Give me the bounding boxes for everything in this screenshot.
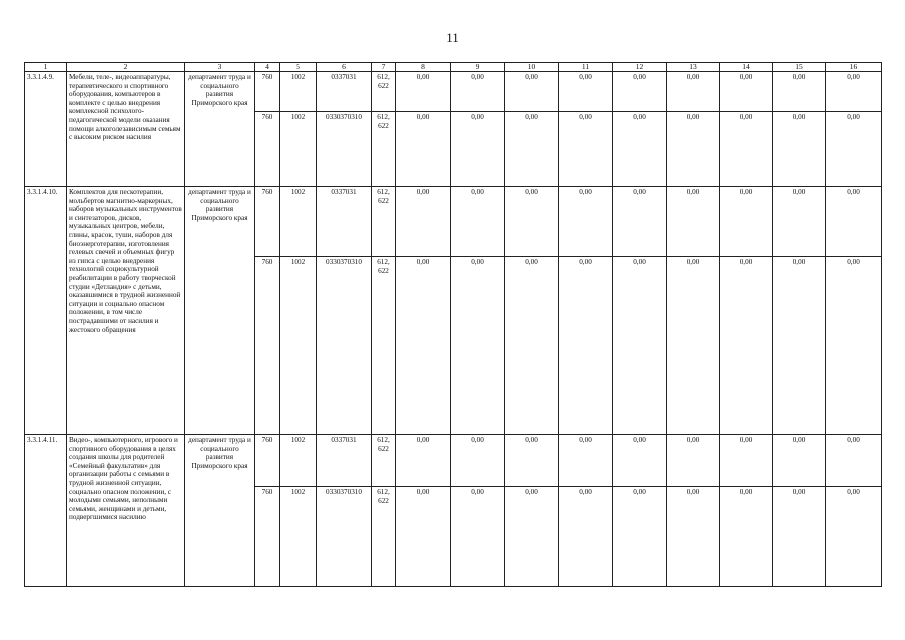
cell-value: 0,00: [396, 72, 451, 112]
cell-c6: 0330370310: [317, 112, 372, 187]
column-header: 9: [451, 63, 505, 72]
item-executor: департамент труда и социального развития Приморского края: [185, 187, 255, 435]
cell-value: 0,00: [773, 112, 826, 187]
item-code: 3.3.1.4.10.: [25, 187, 67, 435]
cell-c4: 760: [255, 435, 280, 487]
item-executor: департамент труда и социального развития Приморского края: [185, 435, 255, 587]
cell-value: 0,00: [559, 112, 613, 187]
cell-value: 0,00: [720, 257, 773, 435]
column-header: 16: [826, 63, 882, 72]
cell-value: 0,00: [396, 257, 451, 435]
cell-value: 0,00: [667, 487, 720, 587]
item-description: Видео-, компьютерного, игрового и спортивного оборудования в целях создания школы для родителей «Семейный факультатив» для организации работы с семьями в трудной жизненной ситуации, социально опасном положении, с молодыми семьями, неполными семьями, женщинами и детьми, подвергшимися насилию: [67, 435, 185, 587]
column-header: 11: [559, 63, 613, 72]
cell-c7: 612, 622: [372, 435, 396, 487]
cell-value: 0,00: [773, 487, 826, 587]
page-number: 11: [446, 30, 459, 45]
cell-c5: 1002: [280, 257, 317, 435]
cell-value: 0,00: [720, 487, 773, 587]
table-row: [25, 187, 882, 257]
column-header: 8: [396, 63, 451, 72]
cell-value: 0,00: [505, 487, 559, 587]
cell-value: 0,00: [773, 257, 826, 435]
cell-value: 0,00: [505, 187, 559, 257]
cell-c5: 1002: [280, 72, 317, 112]
cell-c4: 760: [255, 72, 280, 112]
cell-value: 0,00: [613, 187, 667, 257]
column-header: 14: [720, 63, 773, 72]
cell-value: 0,00: [720, 112, 773, 187]
cell-value: 0,00: [559, 72, 613, 112]
cell-c6: 0337031: [317, 435, 372, 487]
cell-value: 0,00: [451, 487, 505, 587]
table-row: [25, 72, 882, 112]
cell-c5: 1002: [280, 487, 317, 587]
cell-value: 0,00: [451, 257, 505, 435]
column-header: 2: [67, 63, 185, 72]
cell-c7: 612, 622: [372, 112, 396, 187]
cell-c7: 612, 622: [372, 257, 396, 435]
budget-table: [24, 62, 882, 587]
cell-value: 0,00: [396, 112, 451, 187]
cell-value: 0,00: [559, 187, 613, 257]
cell-value: 0,00: [559, 257, 613, 435]
cell-c6: 0330370310: [317, 487, 372, 587]
cell-value: 0,00: [451, 187, 505, 257]
cell-value: 0,00: [773, 435, 826, 487]
item-description: Комплектов для пескотерапии, мольбертов магнитно-маркерных, наборов музыкальных инструментов и синтезаторов, дисков, музыкальных центров, мебели, глины, красок, туши, наборов для биоэнерготерапии, изготовления гелевых свечей и объемных фигур из гипса с целью внедрения технологий социокультурной реабилитации в работу творческой студии «Детландия» с детьми, оказавшимися в трудной жизненной ситуации и социально опасном положении, в том числе пострадавшими от насилия и жестокого обращения: [67, 187, 185, 435]
cell-value: 0,00: [613, 72, 667, 112]
cell-c4: 760: [255, 112, 280, 187]
column-header: 3: [185, 63, 255, 72]
cell-value: 0,00: [396, 187, 451, 257]
cell-value: 0,00: [613, 435, 667, 487]
cell-value: 0,00: [667, 72, 720, 112]
column-header: 12: [613, 63, 667, 72]
cell-value: 0,00: [613, 112, 667, 187]
cell-c7: 612, 622: [372, 187, 396, 257]
column-header: 15: [773, 63, 826, 72]
cell-value: 0,00: [826, 257, 882, 435]
column-header: 7: [372, 63, 396, 72]
cell-value: 0,00: [667, 112, 720, 187]
cell-value: 0,00: [505, 435, 559, 487]
cell-value: 0,00: [505, 72, 559, 112]
cell-value: 0,00: [826, 72, 882, 112]
cell-c6: 0330370310: [317, 257, 372, 435]
cell-value: 0,00: [451, 72, 505, 112]
cell-value: 0,00: [505, 257, 559, 435]
cell-c4: 760: [255, 187, 280, 257]
column-number-row: [25, 63, 882, 72]
cell-c5: 1002: [280, 187, 317, 257]
item-executor: департамент труда и социального развития Приморского края: [185, 72, 255, 187]
column-header: 1: [25, 63, 67, 72]
cell-value: 0,00: [826, 487, 882, 587]
cell-c4: 760: [255, 257, 280, 435]
cell-value: 0,00: [613, 257, 667, 435]
cell-value: 0,00: [613, 487, 667, 587]
table-row: [25, 435, 882, 487]
cell-value: 0,00: [826, 112, 882, 187]
cell-value: 0,00: [667, 435, 720, 487]
cell-value: 0,00: [773, 72, 826, 112]
cell-value: 0,00: [826, 187, 882, 257]
cell-c4: 760: [255, 487, 280, 587]
cell-value: 0,00: [451, 112, 505, 187]
cell-c6: 0337031: [317, 72, 372, 112]
cell-c7: 612, 622: [372, 487, 396, 587]
column-header: 10: [505, 63, 559, 72]
cell-c5: 1002: [280, 435, 317, 487]
cell-value: 0,00: [667, 257, 720, 435]
column-header: 5: [280, 63, 317, 72]
cell-value: 0,00: [559, 487, 613, 587]
cell-value: 0,00: [396, 487, 451, 587]
cell-value: 0,00: [667, 187, 720, 257]
cell-value: 0,00: [720, 72, 773, 112]
cell-value: 0,00: [720, 435, 773, 487]
cell-c5: 1002: [280, 112, 317, 187]
cell-c6: 0337031: [317, 187, 372, 257]
item-code: 3.3.1.4.11.: [25, 435, 67, 587]
column-header: 13: [667, 63, 720, 72]
cell-value: 0,00: [559, 435, 613, 487]
cell-value: 0,00: [773, 187, 826, 257]
column-header: 6: [317, 63, 372, 72]
cell-c7: 612, 622: [372, 72, 396, 112]
cell-value: 0,00: [720, 187, 773, 257]
cell-value: 0,00: [451, 435, 505, 487]
cell-value: 0,00: [505, 112, 559, 187]
column-header: 4: [255, 63, 280, 72]
cell-value: 0,00: [396, 435, 451, 487]
item-code: 3.3.1.4.9.: [25, 72, 67, 187]
item-description: Мебели, теле-, видеоаппаратуры, терапевтического и спортивного оборудования, компьютеров в комплекте с целью внедрения комплексной психолого-педагогической модели оказания помощи алкоголезависимым семьям с высоким риском насилия: [67, 72, 185, 187]
cell-value: 0,00: [826, 435, 882, 487]
